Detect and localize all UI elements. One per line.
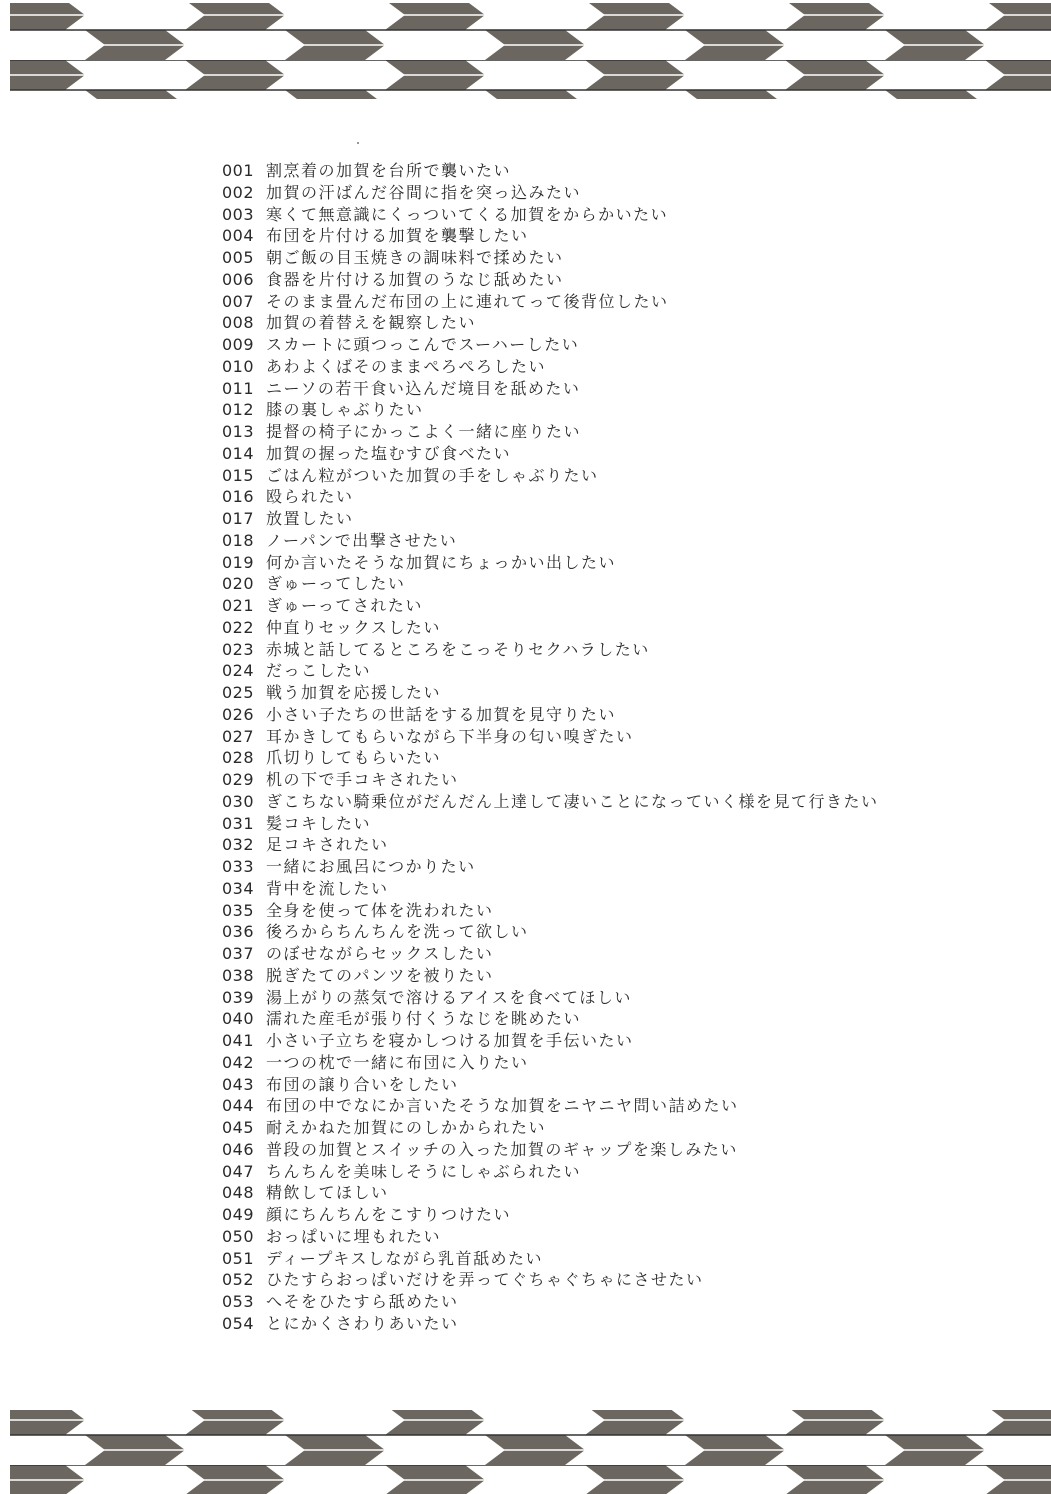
list-item [222,225,1022,247]
item-text: 何か言いたそうな加賀にちょっかい出したい [266,552,617,572]
item-number: 019 [222,552,255,572]
item-number: 030 [222,791,255,811]
item-text: とにかくさわりあいたい [266,1313,459,1333]
item-text: 濡れた産毛が張り付くうなじを眺めたい [266,1009,582,1029]
item-number: 037 [222,944,255,963]
item-text: ぎゅーってされたい [266,596,423,615]
item-number: 054 [222,1313,255,1333]
item-number: 024 [222,661,255,681]
item-text: 爪切りしてもらいたい [266,748,442,768]
list-item [222,1291,1022,1313]
item-number: 040 [222,1009,255,1029]
item-text: 精飲してほしい [266,1183,389,1203]
item-number: 033 [222,857,255,876]
item-number: 015 [222,465,255,485]
item-number: 004 [222,226,255,246]
item-text: 戦う加賀を応援したい [266,683,442,702]
item-text: スカートに頭つっこんでスーハーしたい [266,335,580,354]
list-item [222,921,1022,943]
item-text: へそをひたすら舐めたい [266,1292,459,1311]
list-item [222,160,1022,182]
item-text: 背中を流したい [266,878,389,898]
item-number: 014 [222,443,255,463]
item-text: 普段の加賀とスイッチの入った加賀のギャップを楽しみたい [266,1139,738,1159]
list-item [222,856,1022,878]
item-text: 一つの枕で一緒に布団に入りたい [266,1052,529,1072]
item-text: 耐えかねた加賀にのしかかられたい [266,1118,547,1137]
item-number: 052 [222,1270,255,1290]
item-number: 048 [222,1183,255,1203]
yagasuri-border-bottom [0,1405,1051,1494]
list-item [222,1204,1022,1226]
item-number: 008 [222,313,255,333]
list-item [222,508,1022,530]
item-number: 010 [222,356,255,376]
item-text: 提督の椅子にかっこよく一緒に座りたい [266,422,582,441]
item-text: 小さい子たちの世話をする加賀を見守りたい [266,704,617,724]
item-text: おっぱいに埋もれたい [266,1226,442,1246]
item-text: 足コキされたい [266,835,389,855]
list-item [222,182,1022,204]
item-text: そのまま畳んだ布団の上に連れてって後背位したい [266,291,669,311]
list-item [222,269,1022,291]
list-item [222,443,1022,465]
item-text: ごはん粒がついた加賀の手をしゃぶりたい [266,465,599,485]
list-item [222,1095,1022,1117]
list-item [222,1008,1022,1030]
item-number: 053 [222,1292,255,1311]
item-number: 049 [222,1205,255,1224]
item-number: 038 [222,965,255,985]
yagasuri-border-top [0,0,1051,112]
list-item [222,1139,1022,1161]
list-item [222,356,1022,378]
item-number: 029 [222,770,255,789]
list-item [222,965,1022,987]
list-item [222,399,1022,421]
item-number: 026 [222,704,255,724]
item-number: 011 [222,378,255,398]
list-item [222,617,1022,639]
item-number: 050 [222,1226,255,1246]
list-item [222,465,1022,487]
list-item [222,378,1022,400]
list-item [222,682,1022,704]
item-text: 小さい子立ちを寝かしつける加賀を手伝いたい [266,1031,634,1050]
item-number: 036 [222,922,255,942]
item-number: 045 [222,1118,255,1137]
item-number: 003 [222,204,255,224]
item-number: 022 [222,617,255,637]
item-number: 020 [222,574,255,594]
item-text: あわよくばそのままぺろぺろしたい [266,356,547,376]
list-item [222,595,1022,617]
item-text: 髪コキしたい [266,813,372,833]
list-item [222,530,1022,552]
item-number: 018 [222,530,255,550]
item-text: 加賀の着替えを観察したい [266,313,477,333]
list-item [222,573,1022,595]
list-item [222,791,1022,813]
item-text: 布団の中でなにか言いたそうな加賀をニヤニヤ問い詰めたい [266,1096,739,1116]
list-item [222,1313,1022,1335]
list-item [222,900,1022,922]
item-number: 001 [222,161,255,180]
item-text: 後ろからちんちんを洗って欲しい [266,922,529,942]
list-item [222,1248,1022,1270]
list-item [222,291,1022,313]
item-text: 殴られたい [266,487,354,507]
list-item [222,486,1022,508]
item-text: 寒くて無意識にくっついてくる加賀をからかいたい [266,204,669,224]
list-item [222,204,1022,226]
item-text: 食器を片付ける加賀のうなじ舐めたい [266,269,564,289]
list-item [222,943,1022,965]
item-number: 031 [222,813,255,833]
item-text: 膝の裏しゃぶりたい [266,400,424,420]
list-item [222,834,1022,856]
scan-speck [357,142,359,144]
list-item [222,312,1022,334]
list-item [222,704,1022,726]
list-item [222,1182,1022,1204]
item-text: ニーソの若干食い込んだ境目を舐めたい [266,378,581,398]
item-number: 035 [222,900,255,920]
item-number: 017 [222,509,255,528]
list-item [222,1030,1022,1052]
list-item [222,769,1022,791]
item-number: 006 [222,269,255,289]
item-number: 046 [222,1139,255,1159]
item-text: ひたすらおっぱいだけを弄ってぐちゃぐちゃにさせたい [266,1270,704,1290]
item-number: 042 [222,1052,255,1072]
item-text: 布団を片付ける加賀を襲撃したい [266,226,529,246]
list-item [222,1052,1022,1074]
item-text: 机の下で手コキされたい [266,770,459,789]
list-item [222,660,1022,682]
item-number: 043 [222,1074,255,1094]
item-text: だっこしたい [266,661,372,681]
list-item [222,421,1022,443]
list-item [222,247,1022,269]
list-item [222,334,1022,356]
item-text: ディープキスしながら乳首舐めたい [266,1248,543,1268]
list-item [222,552,1022,574]
item-text: 仲直りセックスしたい [266,617,441,637]
item-text: ちんちんを美味しそうにしゃぶられたい [266,1161,582,1181]
item-number: 016 [222,487,255,507]
item-text: ぎゅーってしたい [266,574,406,594]
item-text: 全身を使って体を洗われたい [266,900,494,920]
list-item [222,987,1022,1009]
list-item [222,1226,1022,1248]
list-item [222,813,1022,835]
item-number: 009 [222,335,255,354]
item-number: 039 [222,987,255,1007]
list-item [222,639,1022,661]
item-number: 012 [222,400,255,420]
item-text: 加賀の汗ばんだ谷間に指を突っ込みたい [266,182,582,202]
item-number: 041 [222,1031,255,1050]
list-item [222,747,1022,769]
item-text: 朝ご飯の目玉焼きの調味料で揉めたい [266,248,564,267]
item-text: 赤城と話してるところをこっそりセクハラしたい [266,639,650,659]
item-number: 051 [222,1248,255,1268]
item-number: 032 [222,835,255,855]
item-number: 013 [222,422,255,441]
item-text: 一緒にお風呂につかりたい [266,857,476,876]
item-number: 044 [222,1096,255,1116]
list-item [222,1161,1022,1183]
list-item [222,878,1022,900]
item-text: 割烹着の加賀を台所で襲いたい [266,161,512,180]
item-number: 028 [222,748,255,768]
list-item [222,1074,1022,1096]
item-number: 034 [222,878,255,898]
item-number: 025 [222,683,255,702]
item-text: ノーパンで出撃させたい [266,530,458,550]
list-item [222,1269,1022,1291]
item-number: 047 [222,1161,255,1181]
list-item [222,1117,1022,1139]
item-number: 027 [222,726,255,746]
item-number: 005 [222,248,255,267]
item-text: 加賀の握った塩むすび食べたい [266,443,512,463]
item-text: 湯上がりの蒸気で溶けるアイスを食べてほしい [266,987,632,1007]
item-text: 放置したい [266,509,354,528]
list-item [222,726,1022,748]
item-text: 布団の譲り合いをしたい [266,1074,459,1094]
item-text: のぼせながらセックスしたい [266,944,494,963]
wish-list [222,160,1022,1335]
item-number: 002 [222,182,255,202]
item-number: 021 [222,596,255,615]
item-text: 耳かきしてもらいながら下半身の匂い嗅ぎたい [266,726,634,746]
item-text: 顔にちんちんをこすりつけたい [266,1205,512,1224]
item-number: 023 [222,639,255,659]
item-text: ぎこちない騎乗位がだんだん上達して凄いことになっていく様を見て行きたい [266,791,879,811]
item-number: 007 [222,291,255,311]
item-text: 脱ぎたてのパンツを被りたい [266,965,494,985]
